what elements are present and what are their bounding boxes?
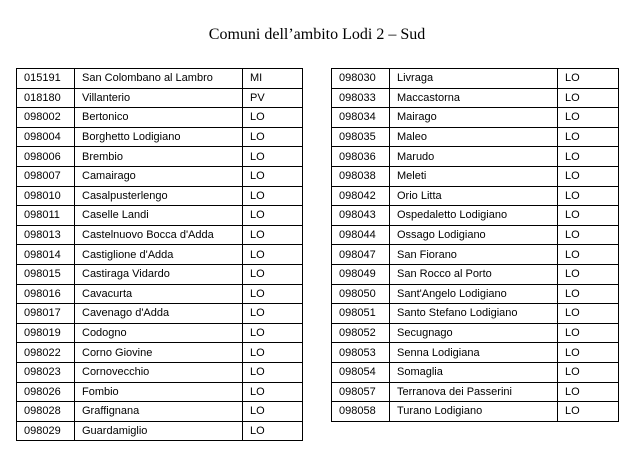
- municipality-name-cell: San Rocco al Porto: [390, 264, 558, 284]
- table-row: [332, 264, 619, 284]
- istat-code-cell: 018180: [17, 88, 75, 108]
- table-row: [17, 264, 303, 284]
- table-row: [17, 304, 303, 324]
- table-row: [332, 304, 619, 324]
- table-row: [332, 69, 619, 89]
- istat-code-cell: 098007: [17, 166, 75, 186]
- istat-code-cell: 098014: [17, 245, 75, 265]
- municipality-name-cell: Livraga: [390, 69, 558, 89]
- municipality-name-cell: Caselle Landi: [75, 206, 243, 226]
- province-cell: LO: [558, 147, 619, 167]
- table-row: [332, 284, 619, 304]
- istat-code-cell: 098028: [17, 402, 75, 422]
- istat-code-cell: 098010: [17, 186, 75, 206]
- table-row: [17, 88, 303, 108]
- table-row: [17, 323, 303, 343]
- province-cell: LO: [558, 343, 619, 363]
- istat-code-cell: 098030: [332, 69, 390, 89]
- table-row: [332, 323, 619, 343]
- table-row: [17, 166, 303, 186]
- province-cell: LO: [243, 264, 303, 284]
- province-cell: LO: [558, 245, 619, 265]
- municipality-name-cell: Terranova dei Passerini: [390, 382, 558, 402]
- province-cell: LO: [243, 323, 303, 343]
- municipality-table-right: [331, 68, 619, 422]
- municipality-name-cell: Bertonico: [75, 108, 243, 128]
- table-row: [332, 108, 619, 128]
- istat-code-cell: 098033: [332, 88, 390, 108]
- province-cell: LO: [243, 225, 303, 245]
- province-cell: LO: [558, 304, 619, 324]
- istat-code-cell: 098057: [332, 382, 390, 402]
- document-title: Comuni dell’ambito Lodi 2 – Sud: [208, 26, 426, 43]
- istat-code-cell: 098011: [17, 206, 75, 226]
- municipality-name-cell: Secugnago: [390, 323, 558, 343]
- istat-code-cell: 098052: [332, 323, 390, 343]
- province-cell: LO: [243, 304, 303, 324]
- table-row: [17, 186, 303, 206]
- istat-code-cell: 098013: [17, 225, 75, 245]
- istat-code-cell: 098004: [17, 127, 75, 147]
- table-row: [332, 186, 619, 206]
- table-row: [17, 147, 303, 167]
- municipality-name-cell: Camairago: [75, 166, 243, 186]
- table-row: [17, 225, 303, 245]
- municipality-name-cell: Ospedaletto Lodigiano: [390, 206, 558, 226]
- province-cell: LO: [558, 108, 619, 128]
- province-cell: LO: [558, 402, 619, 422]
- istat-code-cell: 098044: [332, 225, 390, 245]
- province-cell: LO: [243, 245, 303, 265]
- table-row: [17, 343, 303, 363]
- province-cell: LO: [558, 284, 619, 304]
- province-cell: LO: [243, 108, 303, 128]
- table-row: [17, 206, 303, 226]
- province-cell: LO: [558, 186, 619, 206]
- table-row: [332, 245, 619, 265]
- municipality-name-cell: Codogno: [75, 323, 243, 343]
- province-cell: LO: [243, 284, 303, 304]
- table-row: [332, 225, 619, 245]
- province-cell: LO: [558, 225, 619, 245]
- istat-code-cell: 098016: [17, 284, 75, 304]
- municipality-name-cell: Fombio: [75, 382, 243, 402]
- province-cell: LO: [243, 402, 303, 422]
- municipality-name-cell: Graffignana: [75, 402, 243, 422]
- istat-code-cell: 098034: [332, 108, 390, 128]
- table-row: [17, 69, 303, 89]
- istat-code-cell: 098015: [17, 264, 75, 284]
- province-cell: LO: [243, 147, 303, 167]
- table-row: [17, 362, 303, 382]
- province-cell: LO: [243, 343, 303, 363]
- province-cell: LO: [243, 186, 303, 206]
- table-row: [17, 382, 303, 402]
- province-cell: LO: [243, 127, 303, 147]
- istat-code-cell: 098022: [17, 343, 75, 363]
- municipality-name-cell: Senna Lodigiana: [390, 343, 558, 363]
- municipality-name-cell: Castiglione d'Adda: [75, 245, 243, 265]
- municipality-name-cell: Corno Giovine: [75, 343, 243, 363]
- table-row: [17, 245, 303, 265]
- municipality-name-cell: Cornovecchio: [75, 362, 243, 382]
- province-cell: PV: [243, 88, 303, 108]
- istat-code-cell: 098029: [17, 421, 75, 441]
- istat-code-cell: 098038: [332, 166, 390, 186]
- province-cell: LO: [558, 127, 619, 147]
- municipality-name-cell: San Colombano al Lambro: [75, 69, 243, 89]
- province-cell: LO: [558, 264, 619, 284]
- table-row: [17, 284, 303, 304]
- municipality-name-cell: Sant'Angelo Lodigiano: [390, 284, 558, 304]
- table-row: [332, 166, 619, 186]
- municipality-name-cell: Villanterio: [75, 88, 243, 108]
- municipality-name-cell: Cavacurta: [75, 284, 243, 304]
- istat-code-cell: 098043: [332, 206, 390, 226]
- province-cell: LO: [558, 88, 619, 108]
- istat-code-cell: 098049: [332, 264, 390, 284]
- municipality-name-cell: Castiraga Vidardo: [75, 264, 243, 284]
- municipality-name-cell: Ossago Lodigiano: [390, 225, 558, 245]
- istat-code-cell: 098053: [332, 343, 390, 363]
- municipality-name-cell: Cavenago d'Adda: [75, 304, 243, 324]
- table-row: [17, 108, 303, 128]
- province-cell: LO: [243, 206, 303, 226]
- istat-code-cell: 098054: [332, 362, 390, 382]
- table-row: [332, 343, 619, 363]
- table-row: [332, 88, 619, 108]
- province-cell: LO: [558, 362, 619, 382]
- municipality-name-cell: Casalpusterlengo: [75, 186, 243, 206]
- istat-code-cell: 098019: [17, 323, 75, 343]
- table-row: [332, 206, 619, 226]
- province-cell: LO: [558, 323, 619, 343]
- municipality-name-cell: San Fiorano: [390, 245, 558, 265]
- istat-code-cell: 098036: [332, 147, 390, 167]
- municipality-name-cell: Brembio: [75, 147, 243, 167]
- istat-code-cell: 098017: [17, 304, 75, 324]
- municipality-name-cell: Marudo: [390, 147, 558, 167]
- istat-code-cell: 098006: [17, 147, 75, 167]
- table-row: [332, 147, 619, 167]
- istat-code-cell: 098058: [332, 402, 390, 422]
- municipality-name-cell: Turano Lodigiano: [390, 402, 558, 422]
- table-row: [332, 127, 619, 147]
- table-row: [332, 362, 619, 382]
- istat-code-cell: 098050: [332, 284, 390, 304]
- municipality-table-left: [16, 68, 303, 441]
- municipality-name-cell: Meleti: [390, 166, 558, 186]
- table-row: [17, 402, 303, 422]
- province-cell: LO: [243, 166, 303, 186]
- municipality-name-cell: Santo Stefano Lodigiano: [390, 304, 558, 324]
- province-cell: LO: [558, 206, 619, 226]
- municipality-name-cell: Somaglia: [390, 362, 558, 382]
- province-cell: MI: [243, 69, 303, 89]
- istat-code-cell: 098051: [332, 304, 390, 324]
- municipality-name-cell: Guardamiglio: [75, 421, 243, 441]
- istat-code-cell: 098023: [17, 362, 75, 382]
- province-cell: LO: [243, 362, 303, 382]
- province-cell: LO: [558, 382, 619, 402]
- istat-code-cell: 098042: [332, 186, 390, 206]
- istat-code-cell: 015191: [17, 69, 75, 89]
- municipality-name-cell: Orio Litta: [390, 186, 558, 206]
- province-cell: LO: [243, 382, 303, 402]
- municipality-name-cell: Borghetto Lodigiano: [75, 127, 243, 147]
- municipality-name-cell: Mairago: [390, 108, 558, 128]
- istat-code-cell: 098002: [17, 108, 75, 128]
- istat-code-cell: 098035: [332, 127, 390, 147]
- table-row: [17, 127, 303, 147]
- istat-code-cell: 098047: [332, 245, 390, 265]
- municipality-name-cell: Maleo: [390, 127, 558, 147]
- province-cell: LO: [558, 69, 619, 89]
- table-row: [332, 402, 619, 422]
- table-row: [332, 382, 619, 402]
- province-cell: LO: [558, 166, 619, 186]
- province-cell: LO: [243, 421, 303, 441]
- municipality-name-cell: Castelnuovo Bocca d'Adda: [75, 225, 243, 245]
- municipality-name-cell: Maccastorna: [390, 88, 558, 108]
- istat-code-cell: 098026: [17, 382, 75, 402]
- table-row: [17, 421, 303, 441]
